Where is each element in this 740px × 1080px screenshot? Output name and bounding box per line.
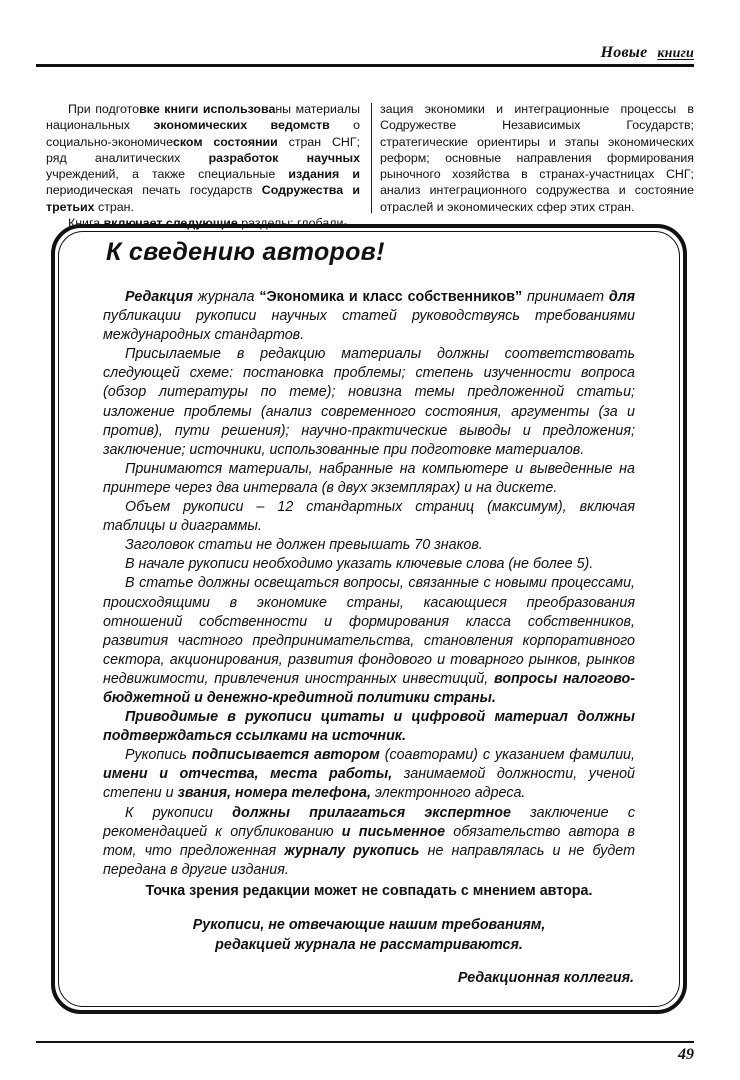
bold-text-run: разработок научных bbox=[208, 150, 361, 165]
text-run: (соавторами) с указанием фамилии, bbox=[379, 747, 635, 764]
text-run: международных стандартов. bbox=[103, 327, 305, 344]
bold-text-run: звания, номера телефона, bbox=[177, 785, 371, 802]
text-run: стран. bbox=[94, 199, 134, 214]
book-review-paragraph-2-continued: зация экономики и интеграционные процессы в Содружестве Независимых Государств; стратегические ориентиры и этапы экономических реформ; основные направления формирования рыночного хозяйства в странах-участницах СНГ; анализ интеграционного содружества и состояние отраслей и экономических сфер этих стран. bbox=[380, 102, 694, 214]
rejection-notice-line-2: редакцией журнала не рассматриваются. bbox=[215, 936, 523, 953]
text-run: Заголовок статьи не должен превышать 70 знаков. bbox=[125, 537, 483, 554]
editorial-disclaimer: Точка зрения редакции может не совпадать с мнением автора. bbox=[145, 883, 593, 899]
text-run: обязательство автора в том, что предложенная bbox=[103, 823, 635, 859]
text-run: Присылаемые в редакцию материалы должны соответствовать следующей схеме: постановка проблемы; степень изученности вопроса (обзор литературы по теме); новизна темы предложенной статьи; изложение проблемы (анализ современного состояния, аргументы (за и против), пути решения); научно-практические выводы и предложения; заключение; источники, использованные при подготовке материалов. bbox=[103, 346, 635, 458]
section-title-word1: Новые bbox=[600, 44, 648, 61]
notice-paragraph bbox=[103, 555, 635, 574]
rejection-notice-line-1: Рукописи, не отвечающие нашим требованиям, bbox=[192, 917, 546, 933]
text-run: принимает bbox=[522, 289, 605, 305]
text-run: При подгото bbox=[68, 102, 140, 116]
section-title-word2: книги bbox=[657, 46, 694, 61]
bold-text-run: для bbox=[604, 289, 636, 305]
text-run: не направлялась и не будет передана в другие издания. bbox=[103, 842, 635, 878]
text-run: публикации рукописи научных статей руководствуясь требованиями bbox=[103, 308, 635, 325]
bold-text-run: должны прилагаться экспертное bbox=[232, 804, 511, 821]
column-divider bbox=[371, 103, 372, 213]
text-run: Принимаются материалы, набранные на компьютере и выведенные на принтере через два интервала (в двух экземплярах) и на дискете. bbox=[103, 460, 635, 496]
editorial-board-signature: Редакционная коллегия. bbox=[457, 970, 634, 986]
bold-text-run: вопросы налогово-бюджетной и денежно-кредитной политики страны. bbox=[103, 670, 636, 706]
notice-paragraph bbox=[103, 574, 635, 708]
notice-paragraph bbox=[103, 536, 635, 555]
notice-title: К сведению авторов! bbox=[106, 238, 385, 266]
book-review-left-column bbox=[46, 101, 360, 231]
text-run: учреждений, а также специальные bbox=[46, 167, 289, 182]
text-run: периодическая печать государств bbox=[46, 183, 262, 198]
book-review-right-column bbox=[380, 101, 694, 215]
notice-paragraph bbox=[103, 345, 635, 460]
footer-rule bbox=[36, 1041, 694, 1043]
bold-text-run: имени и отчества, места работы, bbox=[103, 766, 393, 783]
text-run: Рукопись bbox=[125, 747, 192, 764]
bold-text-run: Содружества и третьих bbox=[46, 183, 360, 214]
text-run: ны материалы национальных bbox=[46, 102, 360, 133]
book-review-paragraph-1 bbox=[46, 101, 360, 215]
notice-paragraph bbox=[103, 746, 635, 803]
book-review-columns bbox=[46, 101, 694, 231]
bold-text-run: экономических ведомств bbox=[153, 118, 330, 133]
notice-body bbox=[103, 288, 635, 880]
bold-text-run: Редакция bbox=[125, 289, 193, 305]
bold-text-run: вке книги использова bbox=[139, 102, 276, 116]
notice-paragraph bbox=[103, 498, 635, 536]
page-number: 49 bbox=[678, 1046, 694, 1063]
bold-text-run: включает следующие bbox=[103, 216, 238, 231]
text-run: Книга bbox=[68, 216, 104, 231]
section-title bbox=[601, 44, 694, 62]
text-run: о социально-экономиче bbox=[46, 118, 361, 149]
text-run: заключение с рекомендацией к опубликованию bbox=[103, 804, 635, 840]
notice-paragraph bbox=[103, 460, 635, 498]
running-head bbox=[36, 40, 694, 62]
bold-text-run: Приводимые в рукописи цитаты и цифровой материал должны подтверждаться ссылками на источник. bbox=[103, 709, 635, 745]
notice-paragraph bbox=[103, 708, 635, 746]
bold-text-run: издания и bbox=[288, 167, 360, 182]
text-run: К рукописи bbox=[125, 804, 233, 821]
rejection-notice bbox=[103, 916, 635, 955]
bold-text-run: журналу рукопись bbox=[284, 842, 420, 859]
notice-paragraph bbox=[103, 804, 635, 880]
bold-text-run: “Экономика и класс собственников” bbox=[259, 289, 523, 305]
text-run: занимаемой должности, ученой степени и bbox=[103, 766, 635, 802]
text-run: журнала bbox=[192, 289, 260, 305]
bold-text-run: ском состоянии bbox=[172, 134, 278, 149]
bold-text-run: подписывается автором bbox=[191, 747, 380, 764]
text-run: электронного адреса. bbox=[370, 785, 526, 802]
text-run: В статье должны освещаться вопросы, связанные с новыми процессами, происходящими в экономике страны, касающиеся преобразования отношений собственности и формирования класса собственников, развития частного предпринимательства, становления корпоративного сектора, акционирования, развития фондового и товарного рынков, рынков недвижимости, привлечения иностранных инвестиций, bbox=[103, 575, 635, 687]
notice-paragraph bbox=[103, 288, 635, 345]
header-rule bbox=[36, 64, 694, 67]
text-run: Объем рукописи – 12 стандартных страниц (максимум), включая таблицы и диаграммы. bbox=[103, 499, 635, 535]
text-run: В начале рукописи необходимо указать ключевые слова (не более 5). bbox=[125, 556, 594, 573]
bold-text-run: и письменное bbox=[341, 823, 446, 840]
text-run: стран СНГ; ряд аналитических bbox=[46, 134, 361, 165]
text-run: разделы: глобали- bbox=[237, 216, 348, 231]
